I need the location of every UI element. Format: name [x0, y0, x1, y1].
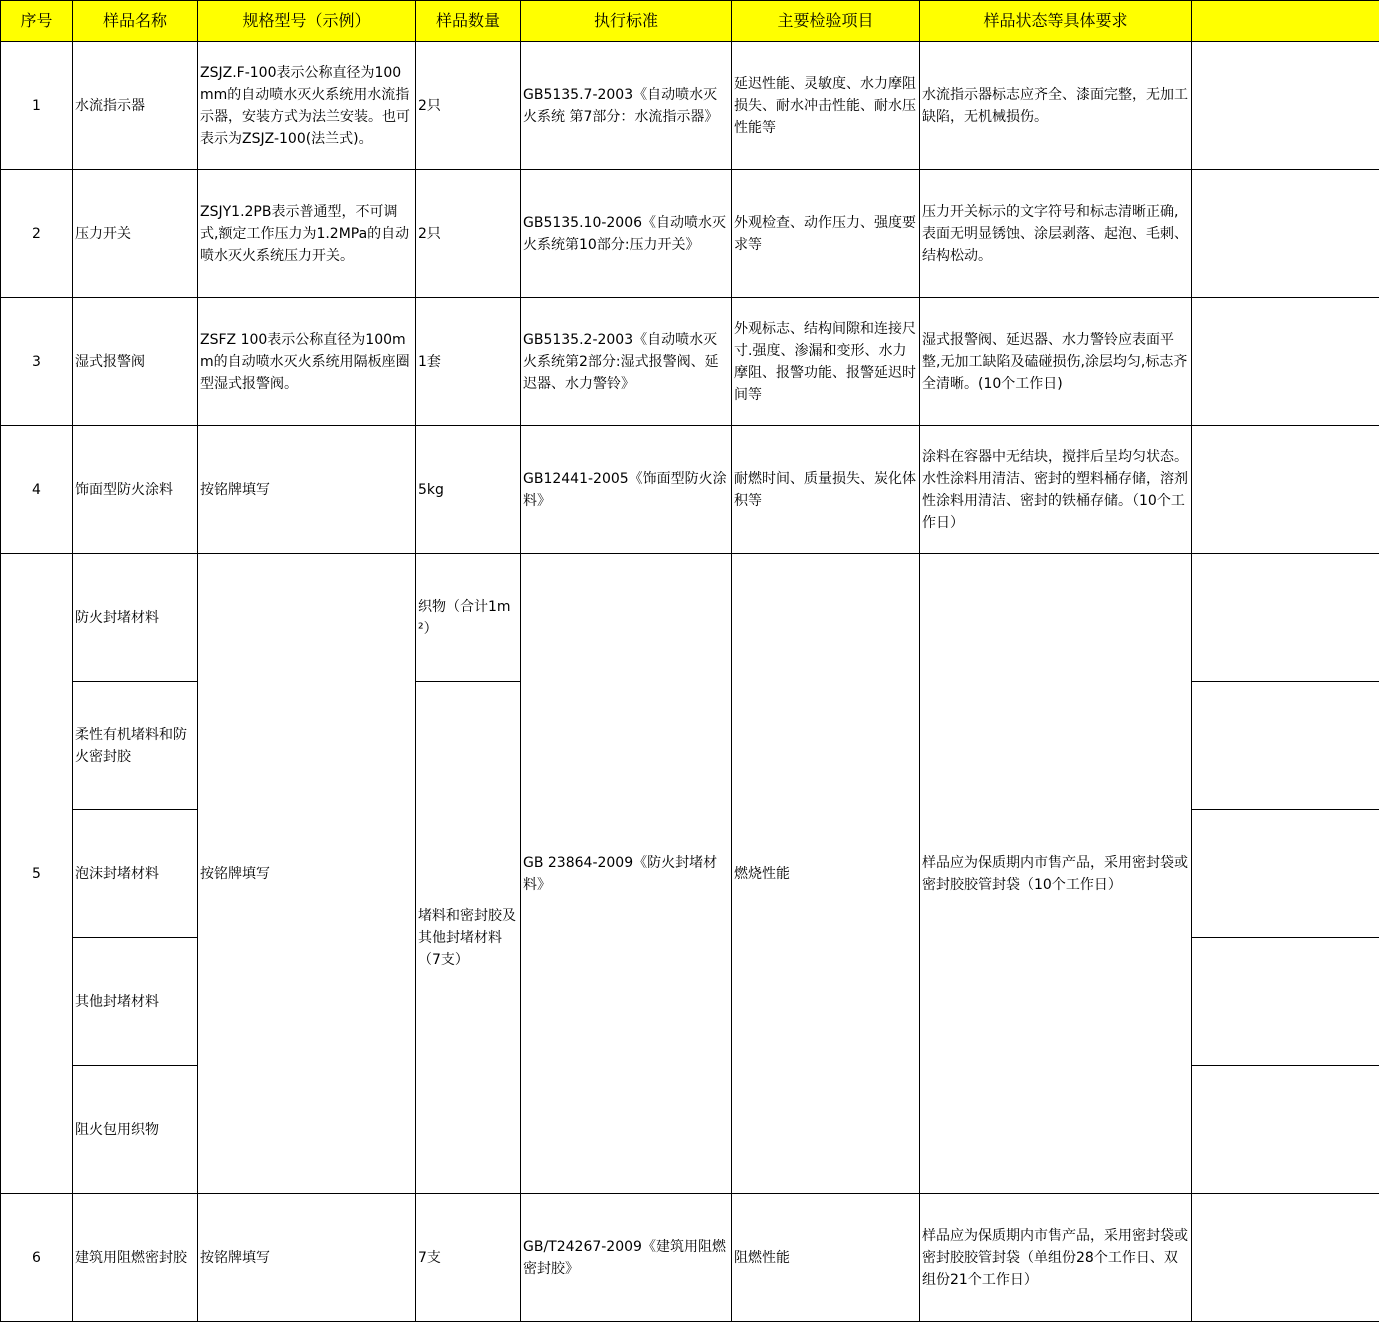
cell-requirements: 样品应为保质期内市售产品，采用密封袋或密封胶胶管封袋（10个工作日） [920, 554, 1192, 1194]
cell-no: 5 [1, 554, 73, 1194]
cell-qty: 堵料和密封胶及其他封堵材料（7支） [416, 682, 521, 1194]
cell-extra [1192, 298, 1379, 426]
cell-qty: 1套 [416, 298, 521, 426]
header-extra [1192, 1, 1379, 42]
cell-requirements: 湿式报警阀、延迟器、水力警铃应表面平整,无加工缺陷及磕碰损伤,涂层均匀,标志齐全清晰。(10个工作日) [920, 298, 1192, 426]
header-items: 主要检验项目 [732, 1, 920, 42]
cell-requirements: 涂料在容器中无结块，搅拌后呈均匀状态。水性涂料用清洁、密封的塑料桶存储，溶剂性涂料用清洁、密封的铁桶存储。（10个工作日） [920, 426, 1192, 554]
cell-qty: 7支 [416, 1194, 521, 1322]
header-requirements: 样品状态等具体要求 [920, 1, 1192, 42]
cell-name: 湿式报警阀 [73, 298, 198, 426]
table-row [1, 170, 1379, 298]
cell-extra [1192, 554, 1379, 682]
cell-qty: 织物（合计1m²） [416, 554, 521, 682]
cell-extra [1192, 682, 1379, 810]
cell-items: 外观检查、动作压力、强度要求等 [732, 170, 920, 298]
header-standard: 执行标准 [521, 1, 732, 42]
cell-no: 6 [1, 1194, 73, 1322]
cell-extra [1192, 810, 1379, 938]
cell-no: 1 [1, 42, 73, 170]
cell-standard: GB/T24267-2009《建筑用阻燃密封胶》 [521, 1194, 732, 1322]
cell-qty: 2只 [416, 170, 521, 298]
table-row [1, 426, 1379, 554]
cell-requirements: 样品应为保质期内市售产品，采用密封袋或密封胶胶管封袋（单组份28个工作日、双组份21个工作日） [920, 1194, 1192, 1322]
table-row [1, 554, 1379, 682]
cell-name: 防火封堵材料 [73, 554, 198, 682]
cell-extra [1192, 170, 1379, 298]
header-spec: 规格型号（示例） [198, 1, 416, 42]
cell-spec: 按铭牌填写 [198, 554, 416, 1194]
cell-items: 延迟性能、灵敏度、水力摩阻损失、耐水冲击性能、耐水压性能等 [732, 42, 920, 170]
header-qty: 样品数量 [416, 1, 521, 42]
cell-name: 压力开关 [73, 170, 198, 298]
cell-standard: GB12441-2005《饰面型防火涂料》 [521, 426, 732, 554]
table-row [1, 298, 1379, 426]
cell-spec: 按铭牌填写 [198, 1194, 416, 1322]
cell-items: 外观标志、结构间隙和连接尺寸.强度、渗漏和变形、水力摩阻、报警功能、报警延迟时间等 [732, 298, 920, 426]
cell-name: 柔性有机堵料和防火密封胶 [73, 682, 198, 810]
cell-name: 水流指示器 [73, 42, 198, 170]
cell-extra [1192, 426, 1379, 554]
cell-standard: GB 23864-2009《防火封堵材料》 [521, 554, 732, 1194]
cell-standard: GB5135.10-2006《自动喷水灭火系统第10部分:压力开关》 [521, 170, 732, 298]
cell-no: 2 [1, 170, 73, 298]
cell-requirements: 水流指示器标志应齐全、漆面完整，无加工缺陷，无机械损伤。 [920, 42, 1192, 170]
cell-extra [1192, 1194, 1379, 1322]
cell-extra [1192, 938, 1379, 1066]
cell-no: 3 [1, 298, 73, 426]
cell-qty: 5kg [416, 426, 521, 554]
cell-no: 4 [1, 426, 73, 554]
cell-name: 建筑用阻燃密封胶 [73, 1194, 198, 1322]
table-row [1, 1194, 1379, 1322]
cell-qty: 2只 [416, 42, 521, 170]
cell-name: 泡沫封堵材料 [73, 810, 198, 938]
cell-standard: GB5135.7-2003《自动喷水灭火系统 第7部分：水流指示器》 [521, 42, 732, 170]
table-row [1, 42, 1379, 170]
cell-extra [1192, 42, 1379, 170]
header-no: 序号 [1, 1, 73, 42]
cell-name: 其他封堵材料 [73, 938, 198, 1066]
cell-spec: ZSFZ 100表示公称直径为100mm的自动喷水灭火系统用隔板座圈型湿式报警阀。 [198, 298, 416, 426]
header-row [1, 1, 1379, 42]
cell-spec: ZSJZ.F-100表示公称直径为100mm的自动喷水灭火系统用水流指示器，安装方式为法兰安装。也可表示为ZSJZ-100(法兰式)。 [198, 42, 416, 170]
cell-spec: 按铭牌填写 [198, 426, 416, 554]
cell-requirements: 压力开关标示的文字符号和标志清晰正确,表面无明显锈蚀、涂层剥落、起泡、毛刺、结构松动。 [920, 170, 1192, 298]
cell-name: 阻火包用织物 [73, 1066, 198, 1194]
cell-items: 阻燃性能 [732, 1194, 920, 1322]
cell-spec: ZSJY1.2PB表示普通型，不可调式,额定工作压力为1.2MPa的自动喷水灭火系统压力开关。 [198, 170, 416, 298]
cell-items: 耐燃时间、质量损失、炭化体积等 [732, 426, 920, 554]
cell-items: 燃烧性能 [732, 554, 920, 1194]
cell-extra [1192, 1066, 1379, 1194]
cell-standard: GB5135.2-2003《自动喷水灭火系统第2部分:湿式报警阀、延迟器、水力警铃》 [521, 298, 732, 426]
header-name: 样品名称 [73, 1, 198, 42]
cell-name: 饰面型防火涂料 [73, 426, 198, 554]
